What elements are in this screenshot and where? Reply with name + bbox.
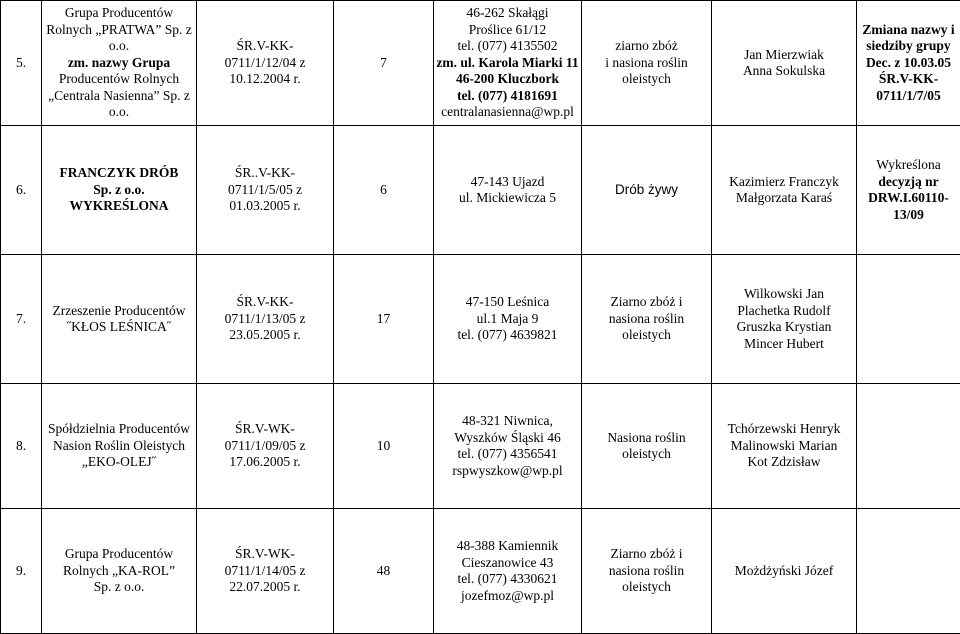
cell-registration: ŚR.V-WK- 0711/1/14/05 z 22.07.2005 r. — [197, 509, 334, 634]
cell-address: 46-262 Skałągi Proślice 61/12 tel. (077) 4135502 zm. ul. Karola Miarki 11 46-200 Kluczbork tel. (077) 4181691 centralanasienna@wp.pl — [434, 1, 582, 126]
table-row — [1, 255, 960, 384]
cell-registration: ŚR.V-WK- 0711/1/09/05 z 17.06.2005 r. — [197, 384, 334, 509]
cell-members: 6 — [334, 126, 434, 255]
cell-members: 10 — [334, 384, 434, 509]
cell-persons: Tchórzewski Henryk Malinowski Marian Kot Zdzisław — [712, 384, 857, 509]
cell-group-name: FRANCZYK DRÓB Sp. z o.o. WYKREŚLONA — [42, 126, 197, 255]
cell-address: 48-321 Niwnica, Wyszków Śląski 46 tel. (077) 4356541 rspwyszkow@wp.pl — [434, 384, 582, 509]
cell-notes — [857, 255, 960, 384]
cell-product: ziarno zbóż i nasiona roślin oleistych — [582, 1, 712, 126]
cell-product: Nasiona roślin oleistych — [582, 384, 712, 509]
cell-group-name: Spółdzielnia Producentów Nasion Roślin Oleistych „EKO-OLEJ˝ — [42, 384, 197, 509]
cell-persons: Wilkowski Jan Plachetka Rudolf Gruszka Krystian Mincer Hubert — [712, 255, 857, 384]
cell-group-name: Grupa Producentów Rolnych „KA-ROL” Sp. z o.o. — [42, 509, 197, 634]
cell-product: Ziarno zbóż i nasiona roślin oleistych — [582, 255, 712, 384]
table-row — [1, 384, 960, 509]
table-row — [1, 1, 960, 126]
table-row — [1, 509, 960, 634]
cell-product: Drób żywy — [582, 126, 712, 255]
cell-product: Ziarno zbóż i nasiona roślin oleistych — [582, 509, 712, 634]
cell-registration: ŚR..V-KK- 0711/1/5/05 z 01.03.2005 r. — [197, 126, 334, 255]
cell-members: 48 — [334, 509, 434, 634]
cell-persons: Możdżyński Józef — [712, 509, 857, 634]
cell-notes — [857, 384, 960, 509]
cell-members: 17 — [334, 255, 434, 384]
cell-registration: ŚR.V-KK- 0711/1/13/05 z 23.05.2005 r. — [197, 255, 334, 384]
cell-address: 47-143 Ujazd ul. Mickiewicza 5 — [434, 126, 582, 255]
cell-persons: Jan Mierzwiak Anna Sokulska — [712, 1, 857, 126]
cell-group-name: Zrzeszenie Producentów ˝KŁOS LEŚNICA˝ — [42, 255, 197, 384]
cell-notes — [857, 509, 960, 634]
cell-members: 7 — [334, 1, 434, 126]
cell-notes: Zmiana nazwy i siedziby grupy Dec. z 10.03.05 ŚR.V-KK- 0711/1/7/05 — [857, 1, 960, 126]
cell-lp: 7. — [1, 255, 42, 384]
cell-lp: 9. — [1, 509, 42, 634]
cell-lp: 6. — [1, 126, 42, 255]
cell-notes: Wykreślona decyzją nr DRW.I.60110- 13/09 — [857, 126, 960, 255]
cell-address: 48-388 Kamiennik Cieszanowice 43 tel. (077) 4330621 jozefmoz@wp.pl — [434, 509, 582, 634]
cell-persons: Kazimierz Franczyk Małgorzata Karaś — [712, 126, 857, 255]
cell-lp: 5. — [1, 1, 42, 126]
cell-registration: ŚR.V-KK- 0711/1/12/04 z 10.12.2004 r. — [197, 1, 334, 126]
table-row — [1, 126, 960, 255]
cell-lp: 8. — [1, 384, 42, 509]
cell-address: 47-150 Leśnica ul.1 Maja 9 tel. (077) 4639821 — [434, 255, 582, 384]
cell-group-name: Grupa Producentów Rolnych „PRATWA” Sp. z o.o. zm. nazwy Grupa Producentów Rolnych „Centrala Nasienna” Sp. z o.o. — [42, 1, 197, 126]
